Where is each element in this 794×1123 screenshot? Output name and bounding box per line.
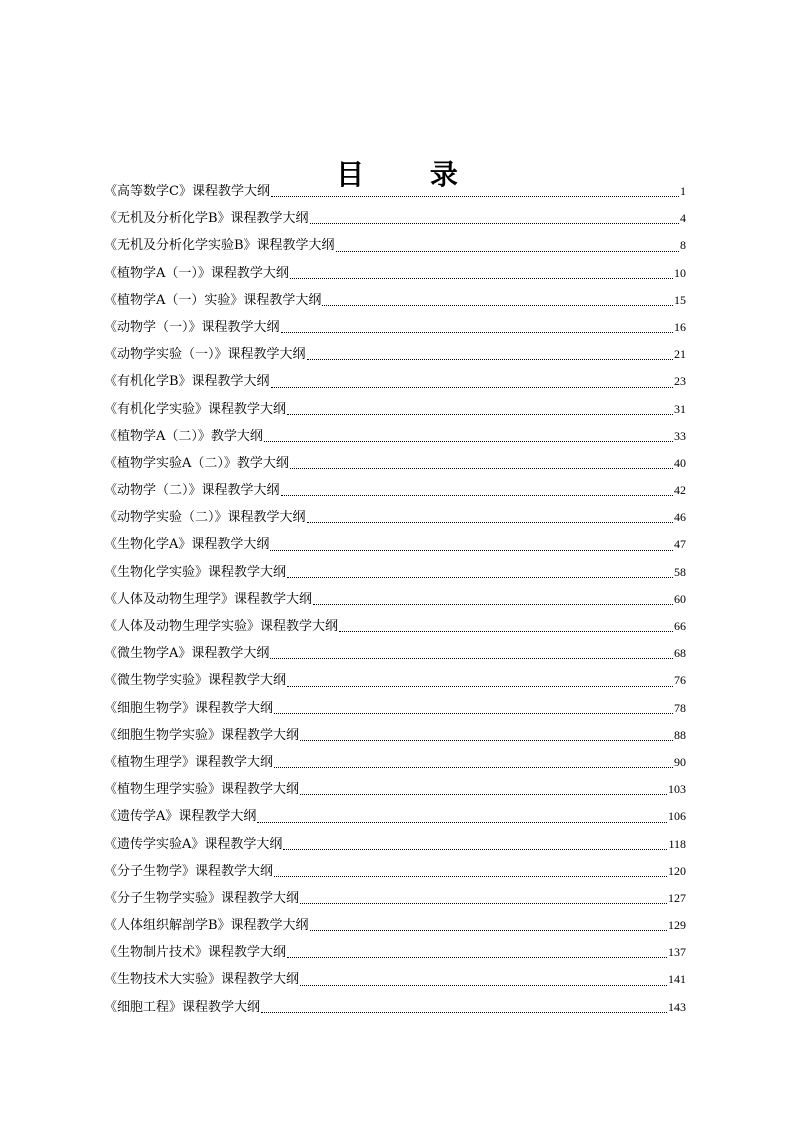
toc-entry-page-number: 10 (674, 265, 686, 280)
toc-entry-page-number: 78 (674, 700, 686, 715)
toc-entry[interactable] (104, 559, 686, 586)
toc-entry-title: 《生物化学实验》课程教学大纲 (104, 564, 287, 580)
toc-entry-page-number: 47 (674, 537, 686, 552)
toc-entry-title: 《高等数学C》课程教学大纲 (104, 184, 270, 199)
dot-leader (287, 576, 673, 578)
toc-entry-title: 《有机化学实验》课程教学大纲 (104, 401, 287, 417)
toc-entry[interactable] (104, 722, 686, 749)
toc-entry[interactable] (104, 368, 686, 395)
dot-leader (271, 386, 673, 388)
toc-entry-title: 《生物化学A》课程教学大纲 (104, 537, 270, 553)
dot-leader (300, 739, 673, 741)
toc-entry[interactable] (104, 260, 686, 287)
toc-entry[interactable] (104, 831, 686, 858)
dot-leader (283, 848, 667, 850)
dot-leader (281, 494, 673, 496)
toc-entry[interactable] (104, 450, 686, 477)
toc-entry-title: 《无机及分析化学实验B》课程教学大纲 (104, 238, 335, 254)
dot-leader (257, 821, 667, 823)
toc-entry-title: 《植物生理学实验》课程教学大纲 (104, 782, 300, 798)
toc-entry[interactable] (104, 912, 686, 939)
dot-leader (300, 902, 667, 904)
dot-leader (264, 440, 673, 442)
toc-entry[interactable] (104, 504, 686, 531)
toc-entry-title: 《人体及动物生理学实验》课程教学大纲 (104, 619, 339, 634)
dot-leader (322, 304, 673, 306)
dot-leader (310, 929, 667, 931)
toc-entry[interactable] (104, 994, 686, 1021)
toc-entry-page-number: 16 (674, 319, 686, 334)
toc-entry-page-number: 21 (674, 347, 686, 362)
toc-entry-page-number: 1 (680, 184, 686, 198)
toc-entry-page-number: 141 (668, 972, 686, 987)
toc-entry-page-number: 4 (680, 211, 686, 226)
toc-entry-title: 《植物学A（一）实验》课程教学大纲 (104, 292, 322, 308)
toc-entry[interactable] (104, 341, 686, 368)
toc-entry[interactable] (104, 885, 686, 912)
toc-entry-title: 《分子生物学实验》课程教学大纲 (104, 890, 300, 906)
dot-leader (270, 657, 673, 659)
dot-leader (339, 630, 673, 632)
toc-entry-title: 《动物学实验（一）》课程教学大纲 (104, 347, 306, 363)
toc-entry-page-number: 103 (668, 782, 686, 797)
toc-entry[interactable] (104, 749, 686, 776)
toc-entry-page-number: 137 (668, 945, 686, 960)
toc-entry-page-number: 46 (674, 510, 686, 525)
toc-entry[interactable] (104, 586, 686, 613)
toc-entry-title: 《细胞生物学》课程教学大纲 (104, 700, 274, 716)
toc-entry-title: 《动物学（一）》课程教学大纲 (104, 319, 280, 335)
dot-leader (310, 222, 679, 224)
toc-entry-page-number: 90 (674, 754, 686, 769)
toc-entry-page-number: 88 (674, 727, 686, 742)
dot-leader (261, 1011, 667, 1013)
toc-entry-title: 《植物学A（一）》课程教学大纲 (104, 265, 289, 281)
toc-entry-page-number: 76 (674, 673, 686, 688)
dot-leader (274, 712, 673, 714)
toc-entry[interactable] (104, 178, 686, 205)
toc-entry[interactable] (104, 966, 686, 993)
toc-entry[interactable] (104, 205, 686, 232)
toc-entry-title: 《遗传学实验A》课程教学大纲 (104, 836, 283, 852)
toc-entry[interactable] (104, 477, 686, 504)
toc-entry-title: 《分子生物学》课程教学大纲 (104, 863, 274, 879)
toc-entry-title: 《生物制片技术》课程教学大纲 (104, 945, 287, 961)
toc-entry-page-number: 31 (674, 401, 686, 416)
toc-entry[interactable] (104, 695, 686, 722)
dot-leader (300, 984, 667, 986)
toc-entry[interactable] (104, 396, 686, 423)
toc-entry-page-number: 42 (674, 483, 686, 498)
toc-entry[interactable] (104, 667, 686, 694)
page-title: 目 录 (336, 157, 486, 191)
toc-entry-title: 《细胞工程》课程教学大纲 (104, 999, 261, 1015)
dot-leader (290, 277, 673, 279)
toc-entry[interactable] (104, 803, 686, 830)
toc-entry[interactable] (104, 640, 686, 667)
toc-entry-page-number: 8 (680, 238, 686, 253)
toc-entry-title: 《人体组织解剖学B》课程教学大纲 (104, 918, 309, 934)
dot-leader (336, 250, 679, 252)
toc-entry-page-number: 58 (674, 564, 686, 579)
dot-leader (270, 549, 673, 551)
dot-leader (274, 875, 667, 877)
toc-entry[interactable] (104, 423, 686, 450)
toc-entry[interactable] (104, 939, 686, 966)
toc-entry[interactable] (104, 776, 686, 803)
toc-entry-title: 《细胞生物学实验》课程教学大纲 (104, 727, 300, 743)
toc-entry-title: 《微生物学A》课程教学大纲 (104, 646, 270, 662)
toc-entry-page-number: 66 (674, 619, 686, 633)
table-of-contents (104, 178, 686, 1021)
toc-entry-page-number: 60 (674, 591, 686, 606)
toc-entry-page-number: 15 (674, 292, 686, 307)
toc-entry[interactable] (104, 314, 686, 341)
toc-entry[interactable] (104, 287, 686, 314)
toc-entry-title: 《遗传学A》课程教学大纲 (104, 809, 257, 825)
dot-leader (307, 358, 673, 360)
dot-leader (290, 467, 673, 469)
dot-leader (307, 521, 673, 523)
dot-leader (281, 331, 673, 333)
toc-entry-title: 《动物学实验（二）》课程教学大纲 (104, 510, 306, 526)
toc-entry-title: 《植物生理学》课程教学大纲 (104, 754, 274, 770)
toc-entry-page-number: 143 (668, 999, 686, 1014)
toc-entry-page-number: 23 (674, 374, 686, 389)
toc-entry-page-number: 33 (674, 428, 686, 443)
toc-entry-page-number: 118 (668, 836, 686, 851)
dot-leader (287, 685, 673, 687)
toc-entry-page-number: 129 (668, 918, 686, 933)
toc-entry[interactable] (104, 232, 686, 259)
toc-entry-title: 《生物技术大实验》课程教学大纲 (104, 972, 300, 988)
toc-entry-page-number: 68 (674, 646, 686, 661)
toc-entry-page-number: 120 (668, 863, 686, 878)
toc-entry-title: 《动物学（二）》课程教学大纲 (104, 483, 280, 499)
toc-entry-title: 《有机化学B》课程教学大纲 (104, 374, 270, 390)
toc-entry[interactable] (104, 858, 686, 885)
toc-entry-page-number: 40 (674, 455, 686, 470)
toc-entry-title: 《微生物学实验》课程教学大纲 (104, 673, 287, 689)
toc-entry-page-number: 106 (668, 809, 686, 824)
dot-leader (313, 603, 673, 605)
toc-entry-title: 《人体及动物生理学》课程教学大纲 (104, 591, 313, 607)
dot-leader (274, 766, 673, 768)
toc-entry-title: 《无机及分析化学B》课程教学大纲 (104, 211, 309, 227)
toc-entry-page-number: 127 (668, 890, 686, 905)
toc-entry[interactable] (104, 613, 686, 640)
toc-entry-title: 《植物学实验A（二）》教学大纲 (104, 455, 289, 471)
dot-leader (300, 793, 667, 795)
dot-leader (287, 956, 667, 958)
dot-leader (271, 195, 679, 197)
toc-entry[interactable] (104, 531, 686, 558)
dot-leader (287, 413, 673, 415)
toc-entry-title: 《植物学A（二）》教学大纲 (104, 428, 263, 444)
